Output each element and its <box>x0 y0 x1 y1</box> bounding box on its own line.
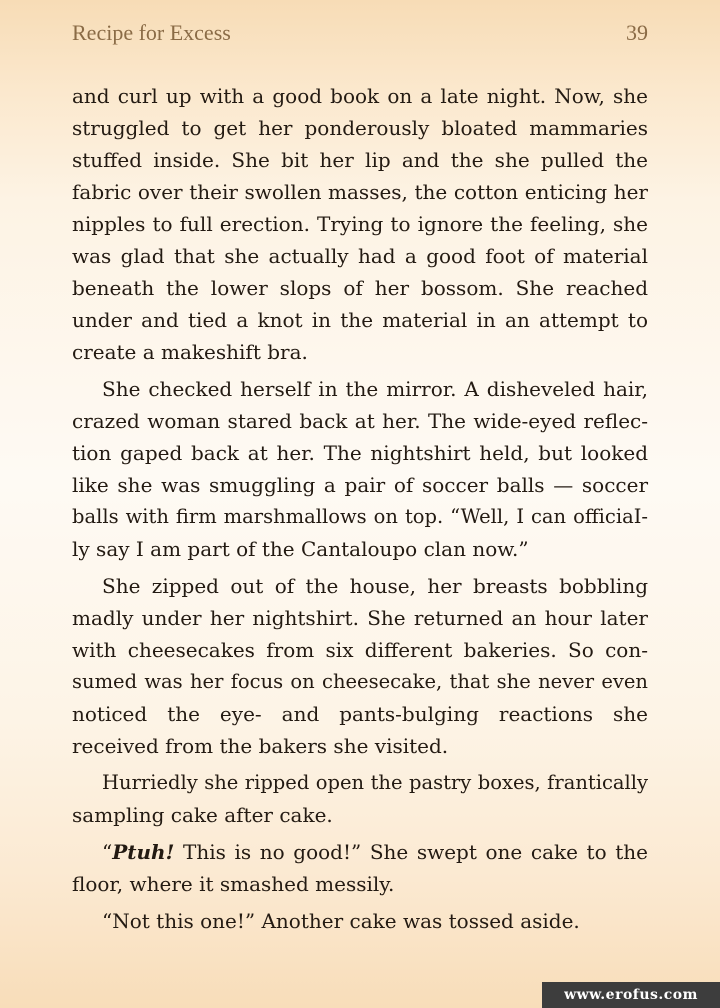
body-text <box>72 80 648 937</box>
text-line: nipples to full erection. Trying to ignore the feeling, she <box>72 212 648 236</box>
paragraph-4 <box>72 767 648 831</box>
line-rest: This is no good!” She swept one cake to the <box>174 840 648 864</box>
text-line: noticed the eye- and pants-bulging reactions she <box>72 702 648 726</box>
text-line: sampling cake after cake. <box>72 803 333 827</box>
running-head <box>72 20 648 50</box>
page-number: 39 <box>626 20 648 45</box>
watermark: www.erofus.com <box>542 982 720 1008</box>
text-line: She checked herself in the mirror. A disheveled hair, <box>102 377 648 401</box>
text-line: struggled to get her ponderously bloated mammaries <box>72 116 648 140</box>
text-line <box>72 836 648 868</box>
text-line: received from the bakers she visited. <box>72 734 449 758</box>
paragraph-5 <box>72 836 648 900</box>
text-line: like she was smuggling a pair of soccer balls — soccer <box>72 473 648 497</box>
paragraph-1 <box>72 80 648 368</box>
text-line: crazed woman stared back at her. The wide-eyed reflec- <box>72 409 648 433</box>
paragraph-6 <box>72 905 648 937</box>
text-line: with cheesecakes from six different bakeries. So con- <box>72 638 648 662</box>
emphasized-word: Ptuh! <box>112 840 175 864</box>
text-line: under and tied a knot in the material in an attempt to <box>72 308 648 332</box>
text-line: ly say I am part of the Cantaloupo clan now.” <box>72 537 529 561</box>
text-line: fabric over their swollen masses, the cotton enticing her <box>72 180 648 204</box>
book-title: Recipe for Excess <box>72 20 231 45</box>
text-line: balls with firm marshmallows on top. “Well, I can officiaI- <box>72 505 648 528</box>
text-line: “Not this one!” Another cake was tossed aside. <box>102 909 580 933</box>
text-line: create a makeshift bra. <box>72 340 308 364</box>
text-line: beneath the lower slops of her bossom. She reached <box>72 276 648 300</box>
text-line: floor, where it smashed messily. <box>72 872 395 896</box>
text-line: sumed was her focus on cheesecake, that she never even <box>72 670 648 693</box>
open-quote: “ <box>102 840 113 864</box>
paragraph-3 <box>72 570 648 762</box>
text-line: and curl up with a good book on a late night. Now, she <box>72 84 648 108</box>
text-line: She zipped out of the house, her breasts bobbling <box>102 574 648 598</box>
text-line: madly under her nightshirt. She returned an hour later <box>72 606 648 630</box>
text-line: Hurriedly she ripped open the pastry boxes, frantically <box>102 771 648 794</box>
text-line: stuffed inside. She bit her lip and the she pulled the <box>72 148 648 172</box>
paragraph-2 <box>72 373 648 565</box>
text-line: was glad that she actually had a good foot of material <box>72 244 648 268</box>
text-line: tion gaped back at her. The nightshirt held, but looked <box>72 441 648 465</box>
